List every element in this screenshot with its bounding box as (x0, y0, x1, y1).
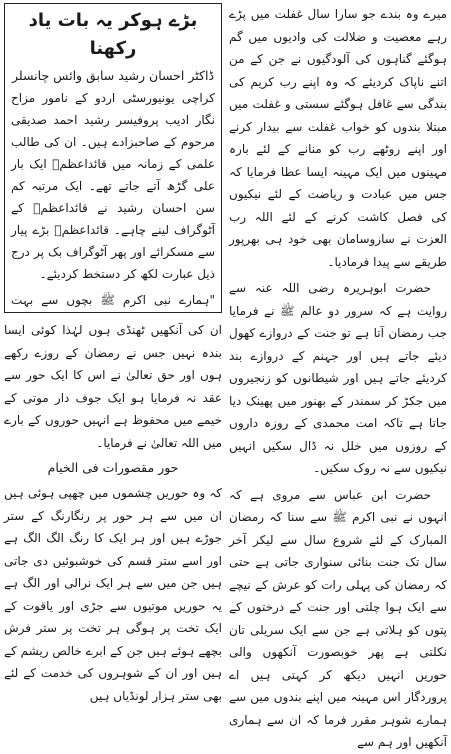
section-heading: حور مقصورات فی الخیام (47, 460, 179, 475)
box-quote: "ہمارے نبی اکرم ﷺ بچوں سے بہت (11, 293, 215, 307)
right-column (229, 3, 447, 754)
article-paragraph-2: حضرت ابوہریرہ رضی اللہ عنہ سے روایت ہے کہ سرور دو عالم ﷺ نے فرمایا جب رمضان آتا ہے تو جنت کے دروازے کھول دیئے جاتے ہیں اور جہنم کے دروازے بند کردیئے جاتے ہیں اور شیطانوں کو زنجیروں میں جکڑ کر سمندر کے بھنور میں پھینک دیا جاتا ہے تاکہ امت محمدی کے روزہ داروں کے روزوں میں خلل نہ ڈال سکیں انہیں نیکیوں سے نہ روک سکیں۔ (229, 281, 447, 475)
boxed-article (4, 3, 222, 313)
box-byline: ڈاکٹر احسان رشید سابق وائس چانسلر (11, 68, 215, 83)
left-column (4, 3, 222, 707)
article-paragraph-1: میرے وہ بندے جو سارا سال غفلت میں پڑے رہے معصیت و ضلالت کی وادیوں میں گم ہوگئے گناہوں کی آلودگیوں نے جن کے من اتنے ناپاک کردیئے کہ وہ اپنے رب کریم کی بندگی سے غافل ہوگئے سستی و غفلت میں مبتلا بندوں کو خواب غفلت سے بیدار کرنے اور اپنے روٹھے رب کو منانے کے لئے بارہ مہینوں میں ایک مہینہ ایسا عطا فرمایا کہ جس میں عبادت و ریاضت کے لئے نیکیوں کی فصل کاشت کرنے کے لئے اللہ رب العزت نے سازوسامان بھی خود ہی بھرپور طریقے سے پیدا فرمادیا۔ (229, 7, 447, 269)
article-paragraph-3: حضرت ابن عباس سے مروی ہے کہ انہوں نے نبی اکرم ﷺ سے سنا کہ رمضان المبارک کے لئے شروع سال سے لیکر آخر سال تک جنت بنائی سنواری جاتی ہے حتی کہ رمضان کی پہلی رات کو عرش کے نیچے سے ایک ہوا چلتی اور جنت کے درختوں کے پتوں کو ہلاتی ہے جن سے ایک سریلی تان نکلتی ہے پھر خوبصورت آنکھوں والی حوریں انہیں دیکھ کر کہتی ہیں اے پروردگار اس مہینہ میں اپنے بندوں میں سے ہمارے شوہر مقرر فرما کہ ان سے ہماری آنکھیں اور ہم سے (229, 487, 447, 749)
left-paragraph-2: کہ وہ حوریں چشموں میں چھپی ہوئی ہیں ان میں سے ہر حور پر رنگارنگ کے ستر جوڑے ہیں اور ہر ایک کا رنگ الگ الگ ہے اور اسے ستر قسم کی خوشبوئیں دی جاتی ہیں جن میں سے ہر ایک نرالی اور الگ ہے یہ حوریں موتیوں سے جڑی اور یاقوت کے ایک تخت پر ہوگی ہر تخت پر ستر فرش بچھے ہوئے ہیں جن کے ابرے خالص ریشم کے ہیں اور ان کے شوہروں کی خدمت کے لئے بھی ستر ہزار لونڈیاں ہیں (4, 486, 222, 703)
left-paragraph-1: ان کی آنکھیں ٹھنڈی ہوں لہٰذا کوئی ایسا بندہ نہیں جس نے رمضان کے روزے رکھے ہوں اور حق تعالیٰ نے اس کا ایک حور سے عقد نہ فرمایا ہو ایک جوف دار موتی کے خیمے میں محفوظ ہے انہیں حوروں کے بارے میں اللہ تعالیٰ نے فرمایا۔ (4, 323, 222, 450)
box-title: بڑے ہوکر یہ بات یاد رکھنا (28, 10, 198, 59)
box-body: کراچی یونیورسٹی اردو کے نامور مزاح نگار ادیب پروفیسر رشید احمد صدیقی مرحوم کے صاحبزادے ہیں۔ ان کی طالب علمی کے زمانہ میں قائداعظمؒ ایک بار علی گڑھ آتے جاتے تھے۔ ایک مرتبہ کم سن احسان رشید نے قائداعظمؒ کے آٹوگراف لینے چاہے۔ قائداعظمؒ بڑے پیار سے مسکرائے اور پھر آٹوگراف بک پر درج ذیل عبارت لکھ کر دستخط کردیئے۔ (11, 91, 215, 281)
